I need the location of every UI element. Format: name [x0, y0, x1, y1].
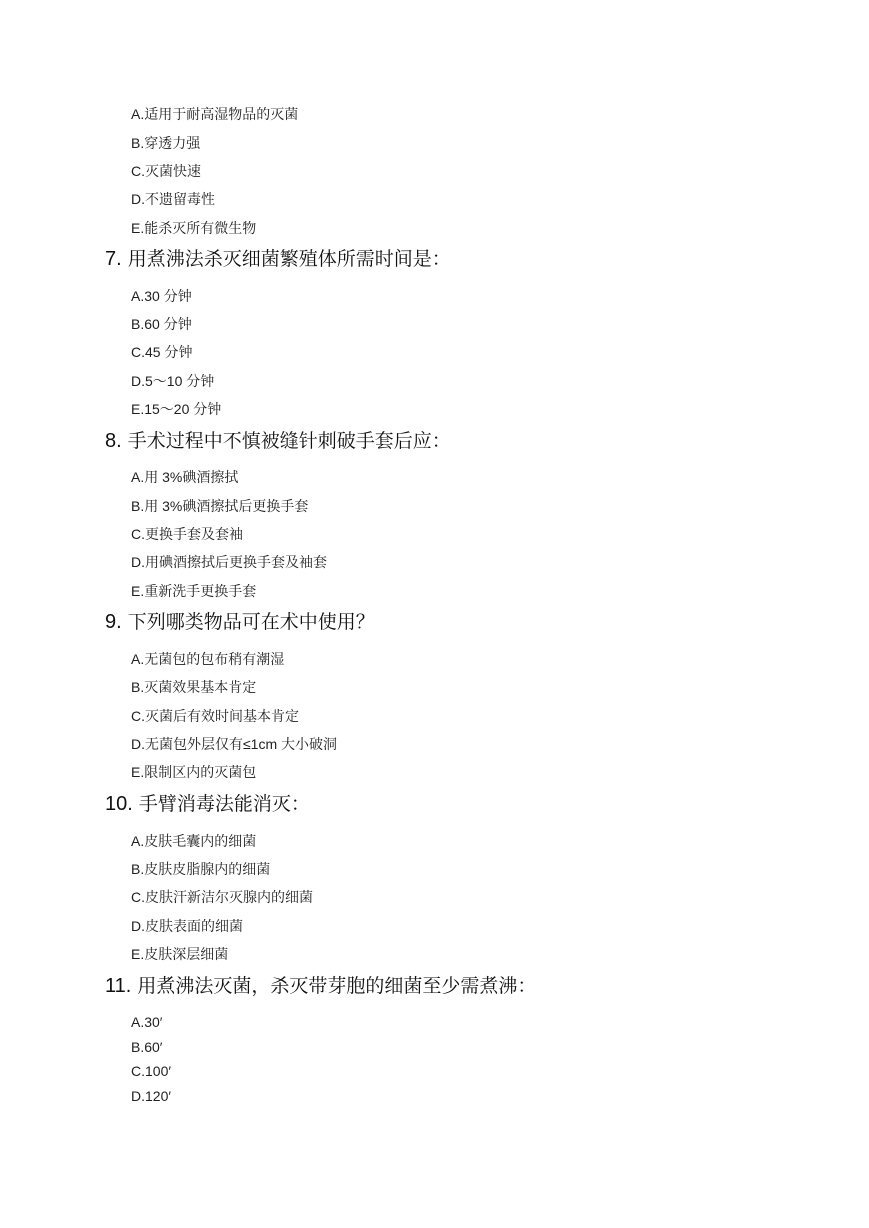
question-8: [105, 429, 451, 453]
question-9: [105, 610, 375, 634]
option-7-b: B.60 分钟: [131, 316, 192, 332]
option-10-b: B.皮肤皮脂腺内的细菌: [131, 861, 271, 877]
option-7-c: C.45 分钟: [131, 344, 193, 360]
option-9-d: D.无菌包外层仅有≤1cm 大小破洞: [131, 736, 338, 752]
option-8-b: B.用 3%碘酒擦拭后更换手套: [131, 498, 309, 514]
question-number: 8.: [105, 430, 122, 452]
option-9-c: C.灭菌后有效时间基本肯定: [131, 708, 299, 724]
option-6-e: E.能杀灭所有微生物: [131, 220, 257, 236]
question-text: 用煮沸法杀灭细菌繁殖体所需时间是：: [127, 248, 451, 270]
question-number: 9.: [105, 611, 122, 633]
question-number: 10.: [105, 793, 133, 815]
option-7-e: E.15～20 分钟: [131, 401, 222, 417]
option-9-e: E.限制区内的灭菌包: [131, 764, 257, 780]
option-10-c: C.皮肤汗新洁尔灭腺内的细菌: [131, 889, 313, 905]
question-text: 下列哪类物品可在术中使用？: [127, 611, 375, 633]
option-6-b: B.穿透力强: [131, 135, 201, 151]
option-7-d: D.5～10 分钟: [131, 373, 215, 389]
option-10-e: E.皮肤深层细菌: [131, 946, 229, 962]
option-6-c: C.灭菌快速: [131, 163, 201, 179]
option-10-a: A.皮肤毛囊内的细菌: [131, 833, 257, 849]
option-6-d: D.不遗留毒性: [131, 191, 215, 207]
question-11: [105, 974, 536, 998]
option-11-b: B.60′: [131, 1039, 163, 1055]
option-8-c: C.更换手套及套袖: [131, 526, 243, 542]
question-text: 手臂消毒法能消灭：: [138, 793, 310, 815]
option-8-d: D.用碘酒擦拭后更换手套及袖套: [131, 554, 327, 570]
question-text: 用煮沸法灭菌，杀灭带芽胞的细菌至少需煮沸：: [137, 975, 537, 997]
option-8-a: A.用 3%碘酒擦拭: [131, 469, 239, 485]
option-9-a: A.无菌包的包布稍有潮湿: [131, 651, 285, 667]
option-7-a: A.30 分钟: [131, 288, 192, 304]
option-9-b: B.灭菌效果基本肯定: [131, 679, 257, 695]
option-8-e: E.重新洗手更换手套: [131, 583, 257, 599]
question-text: 手术过程中不慎被缝针刺破手套后应：: [127, 430, 451, 452]
question-number: 7.: [105, 248, 122, 270]
option-10-d: D.皮肤表面的细菌: [131, 918, 243, 934]
option-11-a: A.30′: [131, 1014, 163, 1030]
option-11-d: D.120′: [131, 1088, 171, 1104]
question-10: [105, 792, 310, 816]
question-7: [105, 247, 451, 271]
option-11-c: C.100′: [131, 1063, 171, 1079]
question-number: 11.: [105, 975, 132, 997]
option-6-a: A.适用于耐高湿物品的灭菌: [131, 106, 299, 122]
